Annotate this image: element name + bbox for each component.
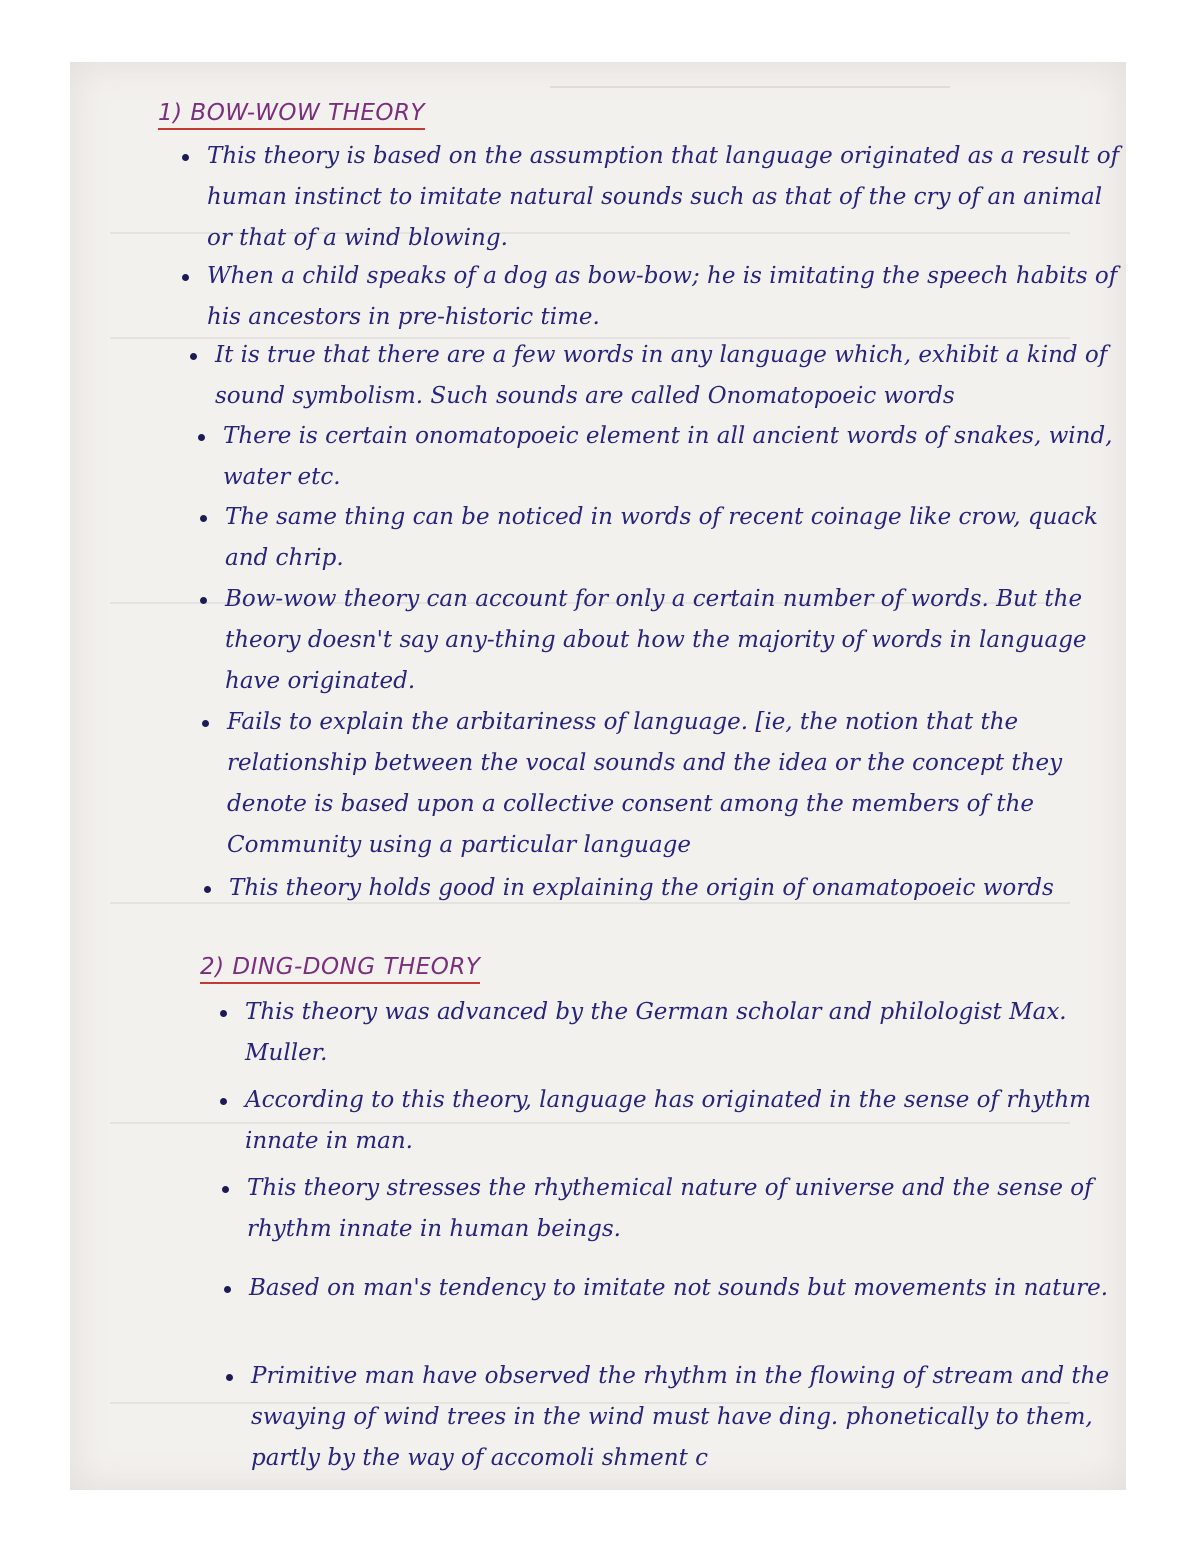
bullet-text: Fails to explain the arbitariness of language. [ie, the notion that the relationship between the vocal sounds and the idea or the concept they denote is based upon a collective consent among the members of the Community using a particular language	[227, 709, 1063, 858]
section-heading-text: 2) DING-DONG THEORY	[200, 954, 481, 980]
notebook-page	[70, 62, 1126, 1490]
bullet-text: Based on man's tendency to imitate not sounds but movements in nature.	[249, 1275, 1109, 1301]
bullet-dot	[222, 1186, 229, 1193]
bullet-dot	[224, 1286, 231, 1293]
bullet-dot	[226, 1374, 233, 1381]
bullet-text: It is true that there are a few words in any language which, exhibit a kind of sound symbolism. Such sounds are called Onomatopoeic words	[215, 342, 1108, 409]
bullet-text: According to this theory, language has originated in the sense of rhythm innate in man.	[245, 1087, 1091, 1154]
bullet-text: Bow-wow theory can account for only a certain number of words. But the theory doesn't say any-thing about how the majority of words in language have originated.	[225, 586, 1087, 694]
bullet-text: There is certain onomatopoeic element in all ancient words of snakes, wind, water etc.	[223, 423, 1113, 490]
bullet-text: When a child speaks of a dog as bow-bow; he is imitating the speech habits of his ancestors in pre-historic time.	[207, 263, 1118, 330]
section-heading-text: 1) BOW-WOW THEORY	[158, 100, 426, 126]
section-body	[70, 62, 1126, 1490]
bullet-text: This theory is based on the assumption that language originated as a result of human instinct to imitate natural sounds such as that of the cry of an animal or that of a wind blowing.	[207, 143, 1120, 251]
bullet-text: Primitive man have observed the rhythm in the flowing of stream and the swaying of wind trees in the wind must have ding. phonetically to them, partly by the way of accomoli shment c	[251, 1363, 1110, 1471]
bullet-text: This theory was advanced by the German scholar and philologist Max. Muller.	[245, 999, 1067, 1066]
bullet-text: The same thing can be noticed in words of recent coinage like crow, quack and chrip.	[225, 504, 1098, 571]
bullet-text: This theory holds good in explaining the origin of onamatopoeic words	[229, 875, 1054, 901]
bullet-dot	[220, 1098, 227, 1105]
bullet-dot	[220, 1010, 227, 1017]
bullet-text: This theory stresses the rhythemical nature of universe and the sense of rhythm innate in human beings.	[247, 1175, 1093, 1242]
